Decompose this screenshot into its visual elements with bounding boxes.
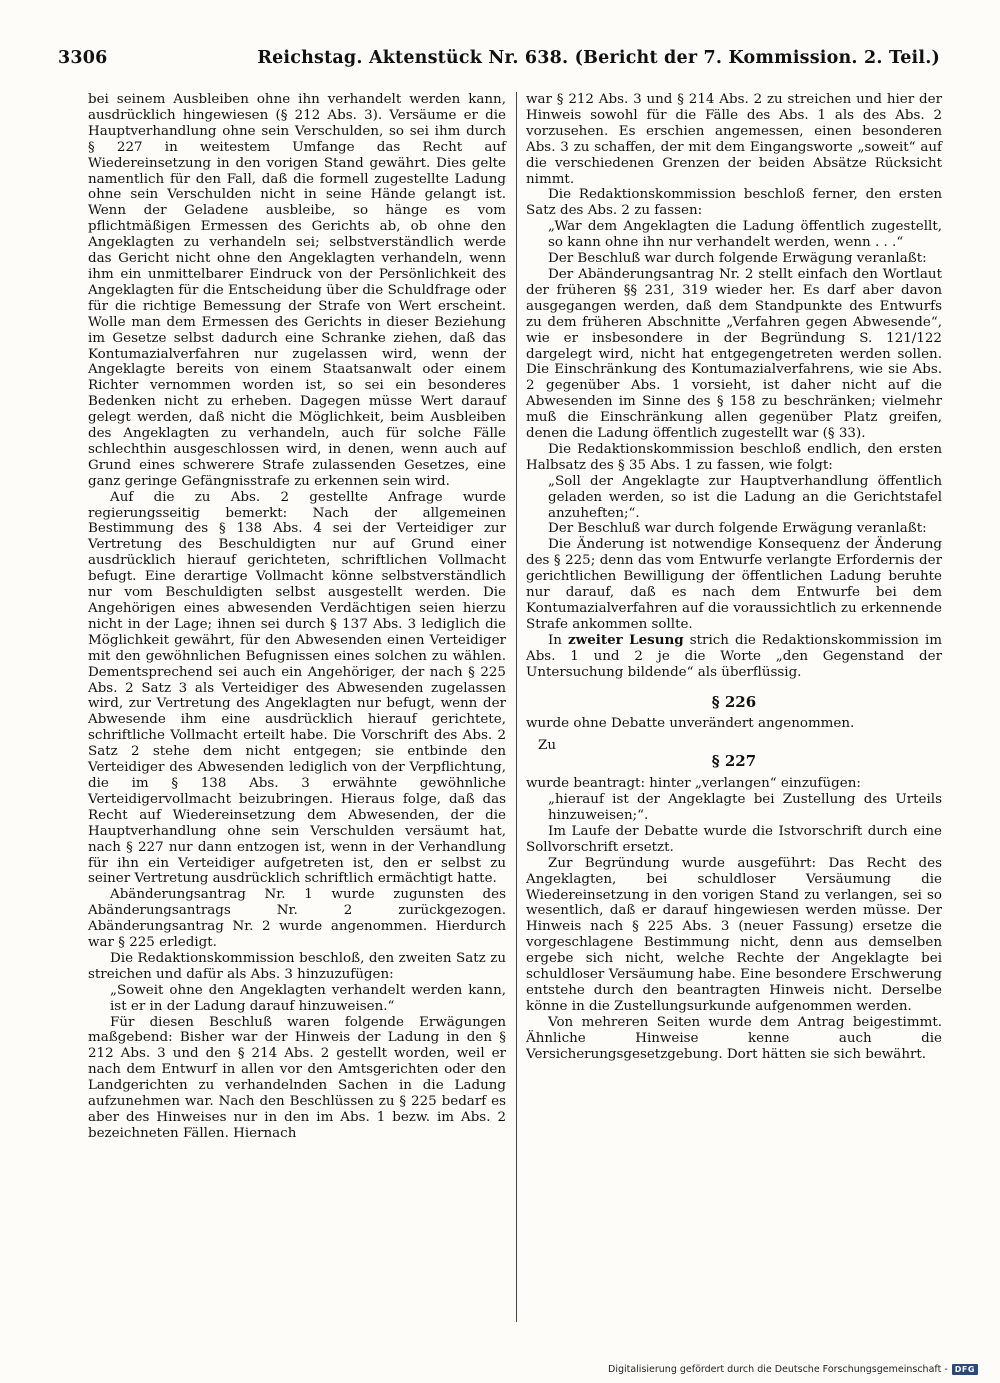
quoted-text: „hierauf ist der Angeklagte bei Zustellung des Urteils hinzuweisen;“. — [548, 792, 942, 823]
footer-text: Digitalisierung gefördert durch die Deutsche Forschungsgemeinschaft - — [608, 1364, 948, 1375]
paragraph: Die Redaktionskommission beschloß, den zweiten Satz zu streichen und dafür als Abs. 3 hinzuzufügen: — [88, 950, 506, 982]
left-column — [88, 92, 506, 1142]
right-column — [526, 92, 942, 1062]
paragraph: Abänderungsantrag Nr. 1 wurde zugunsten des Abänderungsantrags Nr. 2 zurückgezogen. Abänderungsantrag Nr. 2 wurde angenommen. Hierdurch war § 225 erledigt. — [88, 887, 506, 951]
paragraph: Der Beschluß war durch folgende Erwägung veranlaßt: — [548, 251, 927, 267]
column-divider — [516, 92, 517, 1322]
digitization-footer — [608, 1364, 992, 1375]
emphasis-second-reading: zweiter Lesung — [568, 631, 684, 648]
paragraph: Die Änderung ist notwendige Konsequenz der Änderung des § 225; denn das vom Entwurfe verlangte Erfordernis der gerichtlichen Bewilligung der öffentlichen Ladung beruhte nur darauf, daß es nach dem Entwurfe bei dem Kontumazialverfahren auf die voraussichtlich zu erkennende Strafe ankommen sollte. — [526, 537, 942, 632]
quoted-text: „War dem Angeklagten die Ladung öffentlich zugestellt, so kann ohne ihn nur verhandelt werden, wenn . . .“ — [548, 219, 942, 251]
running-title: Reichstag. Aktenstück Nr. 638. (Bericht der 7. Kommission. 2. Teil.) — [257, 48, 940, 68]
page-header — [58, 48, 940, 68]
paragraph: Für diesen Beschluß waren folgende Erwägungen maßgebend: Bisher war der Hinweis der Ladung in den § 212 Abs. 3 und den § 214 Abs. 2 gestellt worden, weil er nach dem Entwurf in allen vor den Amtsgerichten oder den Landgerichten zu verhandelnden Sachen in die Ladung aufzunehmen war. Nach den Beschlüssen zu § 225 bedarf es aber des Hinweises nur in den im Abs. 1 bezw. im Abs. 2 bezeichneten Fällen. Hiernach — [88, 1014, 506, 1141]
paragraph: Von mehreren Seiten wurde dem Antrag beigestimmt. Ähnliche Hinweise kenne auch die Versicherungsgesetzgebung. Dort hätten sie sich bewährt. — [526, 1014, 942, 1062]
paragraph — [526, 633, 942, 681]
paragraph: Zur Begründung wurde ausgeführt: Das Recht des Angeklagten, bei schuldloser Versäumung die Wiedereinsetzung in den vorigen Stand zu verlangen, sei so wesentlich, daß er darauf hingewiesen werden müsse. Der Hinweis nach § 225 Abs. 3 (neuer Fassung) ersetze die vorgeschlagene Bestimmung nicht, denn aus demselben ergebe sich nicht, welche Rechte der Angeklagte bei schuldloser Versäumung habe. Eine besondere Erschwerung entstehe durch den beantragten Hinweis nicht. Derselbe könne in die Zustellungsurkunde aufgenommen werden. — [526, 855, 942, 1014]
paragraph: war § 212 Abs. 3 und § 214 Abs. 2 zu streichen und hier der Hinweis sowohl für die Fälle des Abs. 1 als des Abs. 2 vorzusehen. Es erschien angemessen, einen besonderen Abs. 3 zu schaffen, der mit dem Eingangsworte „soweit“ auf die verschiedenen Grenzen der beiden Absätze Rücksicht nimmt. — [526, 92, 942, 187]
paragraph: Der Abänderungsantrag Nr. 2 stellt einfach den Wortlaut der früheren §§ 231, 319 wieder her. Es darf aber davon ausgegangen werden, daß dem Standpunkte des Entwurfs zu dem früheren Abschnitte „Verfahren gegen Abwesende“, wie er insbesondere in der Begründung S. 121/122 dargelegt wird, nicht hat entgegengetreten werden sollen. Die Einschränkung des Kontumazialverfahrens, wie sie Abs. 2 gegenüber Abs. 1 vorsieht, ist daher nicht auf die Abwesenden im Sinne des § 158 zu beschränken; vielmehr muß die Einschränkung allen gegenüber Platz greifen, denen die Ladung öffentlich zugestellt war (§ 33). — [526, 266, 942, 442]
paragraph: wurde ohne Debatte unverändert angenommen. — [526, 716, 855, 732]
paragraph: bei seinem Ausbleiben ohne ihn verhandelt werden kann, ausdrücklich hingewiesen (§ 212 Abs. 3). Versäume er die Hauptverhandlung ohne sein Verschulden, so sei ihm durch § 227 in weitestem Umfange das Recht auf Wiedereinsetzung in den vorigen Stand gewährt. Dies gelte namentlich für den Fall, daß die formell zugestellte Ladung ohne sein Verschulden nicht in seine Hände gelangt ist. Wenn der Geladene ausbleibe, so hänge es vom pflichtmäßigen Ermessen des Gerichts ab, ob ohne den Angeklagten zu verhandeln sei; selbstverständlich werde das Gericht nicht ohne den Angeklagten verhandeln, wenn ihm ein unmittelbarer Eindruck von der Persönlichkeit des Angeklagten für die Entscheidung über die Schuldfrage oder für die richtige Bemessung der Strafe von Wert erscheint. Wolle man dem Ermessen des Gerichts in dieser Beziehung im Gesetze selbst dadurch eine Schranke ziehen, daß das Kontumazialverfahren nur zugelassen wird, wenn der Angeklagte bereits von einem Staatsanwalt oder einem Richter vernommen worden ist, so sei ein besonderes Bedenken nicht zu erheben. Dagegen müsse Wert darauf gelegt werden, daß nicht die Möglichkeit, beim Ausbleiben des Angeklagten zu verhandeln, auch für solche Fälle schlechthin ausgeschlossen wird, in denen, wenn auch auf Grund eines schwerere Strafe zulassenden Gesetzes, eine ganz geringe Gefängnisstrafe zu erkennen sein wird. — [88, 92, 506, 489]
paragraph: Im Laufe der Debatte wurde die Istvorschrift durch eine Sollvorschrift ersetzt. — [526, 823, 942, 855]
paragraph: Die Redaktionskommission beschloß endlich, den ersten Halbsatz des § 35 Abs. 1 zu fassen, wie folgt: — [526, 441, 942, 473]
text-run: In — [548, 632, 569, 648]
page-number: 3306 — [58, 48, 108, 68]
text-run: strich die Redaktionskommission im Abs. 1 und 2 je die Worte „den Gegenstand der Untersuchung bildende“ als überflüssig. — [526, 632, 943, 680]
paragraph: wurde beantragt: hinter „verlangen“ einzufügen: — [526, 776, 861, 792]
paragraph: Die Redaktionskommission beschloß ferner, den ersten Satz des Abs. 2 zu fassen: — [526, 187, 942, 219]
quoted-text: „Soll der Angeklagte zur Hauptverhandlung öffentlich geladen werden, so ist die Ladung an die Gerichtstafel anzuheften;“. — [548, 473, 942, 521]
section-heading-227: § 227 — [711, 752, 757, 771]
paragraph: Auf die zu Abs. 2 gestellte Anfrage wurde regierungsseitig bemerkt: Nach der allgemeinen Bestimmung des § 138 Abs. 4 sei der Verteidiger zur Vertretung des Beschuldigten nur auf Grund einer ausdrücklich hierauf gerichteten, schriftlichen Vollmacht befugt. Eine derartige Vollmacht könne selbstverständlich nur vom Beschuldigten selbst ausgestellt werden. Die Angehörigen eines abwesenden Verdächtigen seien hierzu nicht in der Lage; ihnen sei durch § 137 Abs. 3 lediglich die Möglichkeit gewährt, für den Abwesenden einen Verteidiger mit den gewöhnlichen Befugnissen eines solchen zu wählen. Dementsprechend sei auch ein Angehöriger, der nach § 225 Abs. 2 Satz 3 als Verteidiger des Abwesenden zugelassen wird, zur Vertretung des Angeklagten nur befugt, wenn der Abwesende ihm eine ausdrücklich hierauf gerichtete, schriftliche Vollmacht erteilt habe. Die Vorschrift des Abs. 2 Satz 2 stehe dem nicht entgegen; sie entbinde den Verteidiger des Abwesenden lediglich von der Verpflichtung, die im § 138 Abs. 3 erwähnte gewöhnliche Verteidigervollmacht beizubringen. Hieraus folge, daß das Recht auf Wiedereinsetzung dem Abwesenden, der die Hauptverhandlung ohne sein Verschulden versäumt hat, nach § 227 nur dann entzogen ist, wenn in der Verhandlung für ihn ein Verteidiger aufgetreten ist, den er selbst zu seiner Vertretung ausdrücklich schriftlich ermächtigt hatte. — [88, 489, 506, 887]
paragraph: Der Beschluß war durch folgende Erwägung veranlaßt: — [548, 521, 927, 537]
quoted-text: „Soweit ohne den Angeklagten verhandelt werden kann, ist er in der Ladung darauf hinzuweisen.“ — [110, 982, 506, 1014]
dfg-logo-icon: DFG — [952, 1364, 978, 1375]
zu-label: Zu — [538, 738, 556, 754]
section-heading-226: § 226 — [711, 692, 757, 711]
